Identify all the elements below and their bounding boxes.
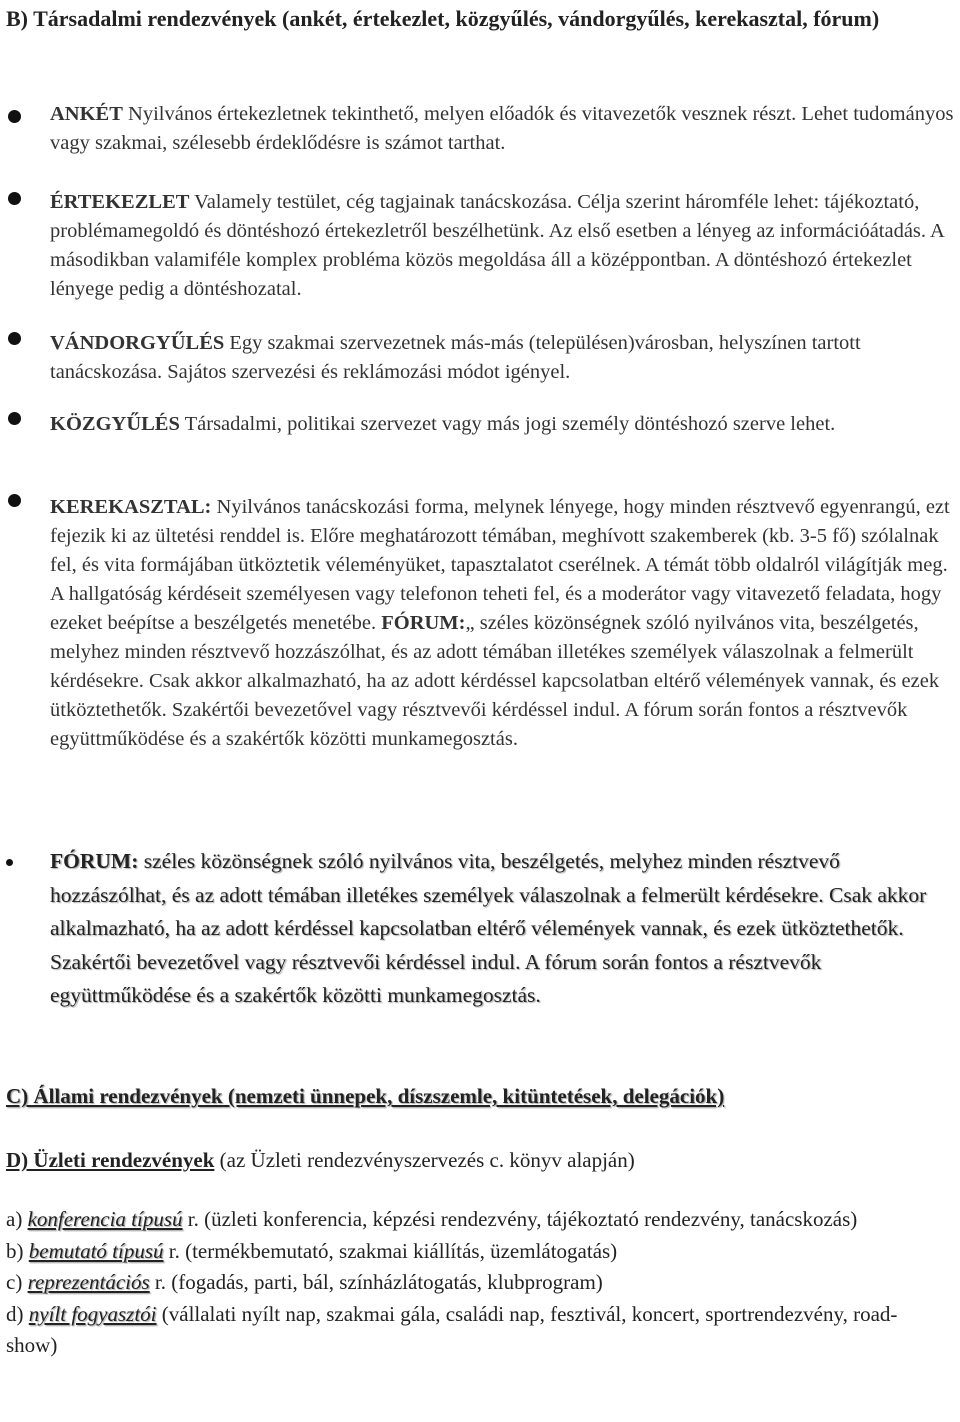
- bullet-dot-icon: [8, 110, 21, 123]
- list-item: [6, 1267, 946, 1299]
- small-bullet-icon: [6, 859, 13, 866]
- list-prefix: c): [6, 1270, 28, 1294]
- bullet-body: Nyilvános értekezletnek tekinthető, melyen előadók és vitavezetők vesznek részt. Lehet tudományos vagy szakmai, szélesebb érdeklődésre is számot tarthat.: [50, 103, 954, 154]
- bullet-body: Valamely testület, cég tagjainak tanácskozása. Célja szerint háromféle lehet: tájékoztató, problémamegoldó és döntéshozó értekezletről beszélhetünk. Az első esetben a lényeg az információátadás. A másodikban valamiféle komplex probléma közös megoldása áll a középpontban. A döntéshozó értekezlet lényege pedig a döntéshozatal.: [50, 191, 944, 300]
- bullet-body-forum: „ széles közönségnek szóló nyilvános vita, beszélgetés, melyhez minden résztvevő hozzászólhat, és az adott témában illetékes személyek válaszolnak a felmerült kérdésekre. Csak akkor alkalmazható, ha az adott kérdéssel kapcsolatban eltérő vélemények vannak, és ezek ütköztethetők. Szakértői bevezetővel vagy résztvevői kérdéssel indul. A fórum során fontos a résztvevők együttműködése és a szakértők közötti munkamegosztás.: [50, 612, 940, 750]
- forum-text: [50, 845, 958, 1013]
- section-d-title: D) Üzleti rendezvények: [6, 1148, 215, 1172]
- type-desc: (vállalati nyílt nap, szakmai gála, családi nap, fesztivál, koncert, sportrendezvény, road-show): [6, 1301, 898, 1357]
- section-d-rest: (az Üzleti rendezvényszervezés c. könyv alapján): [214, 1148, 635, 1172]
- bullet-term: ÉRTEKEZLET: [50, 191, 190, 213]
- list-item: [6, 1236, 946, 1268]
- type-name: nyílt fogyasztói: [28, 1301, 157, 1326]
- forum-term: FÓRUM:: [50, 849, 139, 873]
- event-types-list: [6, 1204, 946, 1362]
- section-c: [6, 1082, 946, 1110]
- bullet-text: [50, 329, 956, 387]
- bullet-term: KEREKASZTAL:: [50, 496, 212, 518]
- section-d: [6, 1146, 946, 1174]
- bullet-dot-icon: [8, 192, 21, 205]
- type-name: reprezentációs: [27, 1270, 150, 1294]
- type-desc: r. (fogadás, parti, bál, színházlátogatás, klubprogram): [149, 1270, 603, 1294]
- bullet-body: Nyilvános tanácskozási forma, melynek lényege, hogy minden résztvevő egyenrangú, ezt fejezik ki az ültetési renddel is. Előre meghatározott témában, meghívott szakemberek (kb. 3-5 fő) szólalnak fel, és vita formájában ütköztetik véleményüket, tapasztalatot cserélnek. A témát több oldalról világítják meg. A hallgatóság kérdéseit személyesen vagy telefonon teheti fel, és a moderátor vagy vitavezető feladata, hogy ezeket beépítse a beszélgetés menetébe.: [50, 496, 950, 634]
- bullet-term-forum: FÓRUM:: [381, 612, 466, 634]
- bullet-dot-icon: [8, 494, 21, 507]
- bullet-body: Egy szakmai szervezetnek más-más (településen)városban, helyszínen tartott tanácskozása. Sajátos szervezési és reklámozási módot igényel.: [50, 332, 861, 383]
- bullet-term: VÁNDORGYŰLÉS: [50, 332, 225, 354]
- bullet-term: ANKÉT: [50, 103, 123, 125]
- forum-body: széles közönségnek szóló nyilvános vita, beszélgetés, melyhez minden résztvevő hozzászólhat, és az adott témában illetékes személyek válaszolnak a felmerült kérdésekre. Csak akkor alkalmazható, ha az adott kérdéssel kapcsolatban eltérő vélemények vannak, és ezek ütköztethetők. Szakértői bevezetővel vagy résztvevői kérdéssel indul. A fórum során fontos a résztvevők együttműködése és a szakértők közötti munkamegosztás.: [50, 849, 927, 1007]
- list-item: [6, 1299, 946, 1362]
- list-item: [6, 1204, 946, 1236]
- bullet-body: Társadalmi, politikai szervezet vagy más jogi személy döntéshozó szerve lehet.: [179, 413, 836, 435]
- bullet-dot-icon: [8, 332, 21, 345]
- bullet-term: KÖZGYŰLÉS: [50, 413, 180, 435]
- section-c-rest: (nemzeti ünnepek, díszszemle, kitüntetések, delegációk): [222, 1084, 725, 1108]
- type-desc: r. (termékbemutató, szakmai kiállítás, üzemlátogatás): [163, 1238, 618, 1263]
- bullet-dot-icon: [8, 412, 21, 425]
- bullet-text: [50, 493, 956, 754]
- heading-b: B) Társadalmi rendezvények (ankét, értekezlet, közgyűlés, vándorgyűlés, kerekasztal, fórum): [6, 6, 880, 31]
- type-name: bemutató típusú: [28, 1238, 164, 1263]
- bullet-text: [50, 410, 956, 439]
- list-prefix: b): [6, 1238, 29, 1263]
- list-prefix: a): [6, 1207, 28, 1231]
- type-name: konferencia típusú: [27, 1207, 183, 1231]
- list-prefix: d): [6, 1301, 29, 1326]
- section-c-title: C) Állami rendezvények: [6, 1084, 223, 1108]
- type-desc: r. (üzleti konferencia, képzési rendezvény, tájékoztató rendezvény, tanácskozás): [182, 1207, 858, 1231]
- bullet-text: [50, 188, 956, 304]
- bullet-text: [50, 100, 956, 158]
